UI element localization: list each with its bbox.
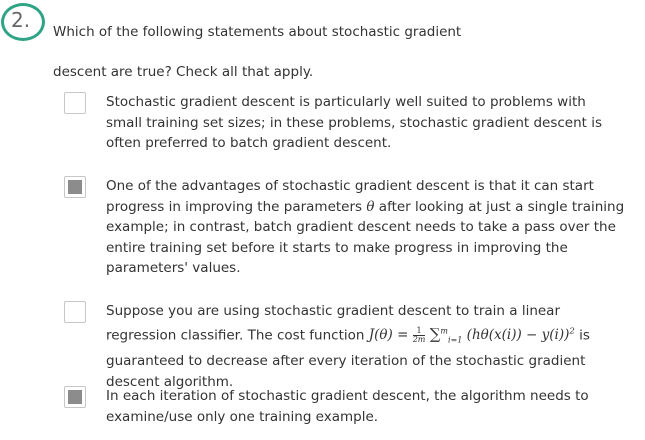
- option-2-text-before: One of the advantages of stochastic gradient descent is that it can start progress in improving the parameters: [106, 178, 594, 215]
- formula-fraction: [413, 327, 426, 344]
- formula-denominator: 2m: [412, 335, 426, 344]
- option-2-text: [106, 176, 626, 279]
- option-1-checkbox[interactable]: [64, 92, 86, 114]
- theta-symbol: θ: [366, 198, 375, 215]
- sum-upper-limit: m: [440, 326, 449, 336]
- option-3-text: [106, 301, 626, 392]
- option-4-checkbox[interactable]: [64, 386, 86, 408]
- option-4[interactable]: [64, 386, 634, 430]
- option-4-text: In each iteration of stochastic gradient descent, the algorithm needs to examine/use only one training example.: [106, 388, 589, 425]
- formula-lhs: J(θ) =: [368, 327, 409, 343]
- question-text: Which of the following statements about stochastic gradient descent are true? Check all that apply.: [53, 24, 462, 80]
- question-number: 2.: [11, 8, 31, 32]
- option-3-text-after: is guaranteed to decrease after every iteration of the stochastic gradient descent algorithm.: [106, 327, 590, 390]
- option-2-checkbox[interactable]: [64, 176, 86, 198]
- sum-lower-limit: i=1: [448, 335, 463, 345]
- option-3-checkbox[interactable]: [64, 301, 86, 323]
- option-2[interactable]: [64, 176, 634, 280]
- sum-symbol: ∑: [429, 325, 441, 343]
- option-1-text: Stochastic gradient descent is particularly well suited to problems with small training set sizes; in these problems, stochastic gradient descent is often preferred to batch gradient descent.: [106, 94, 603, 151]
- option-3[interactable]: [64, 301, 634, 390]
- option-2-text-after: after looking at just a single training example; in contrast, batch gradient descent needs to take a pass over the entire training set before it starts to make progress in improving the parameters' values.: [106, 198, 625, 276]
- formula-numerator: 1: [413, 327, 426, 336]
- option-1[interactable]: [64, 92, 634, 156]
- formula-exponent: 2: [569, 326, 575, 337]
- option-3-text-before: Suppose you are using stochastic gradient descent to train a linear regression classifier. The cost function: [106, 303, 561, 343]
- cost-function-formula: [369, 327, 579, 343]
- formula-body: (hθ(x(i)) − y(i)): [466, 327, 570, 343]
